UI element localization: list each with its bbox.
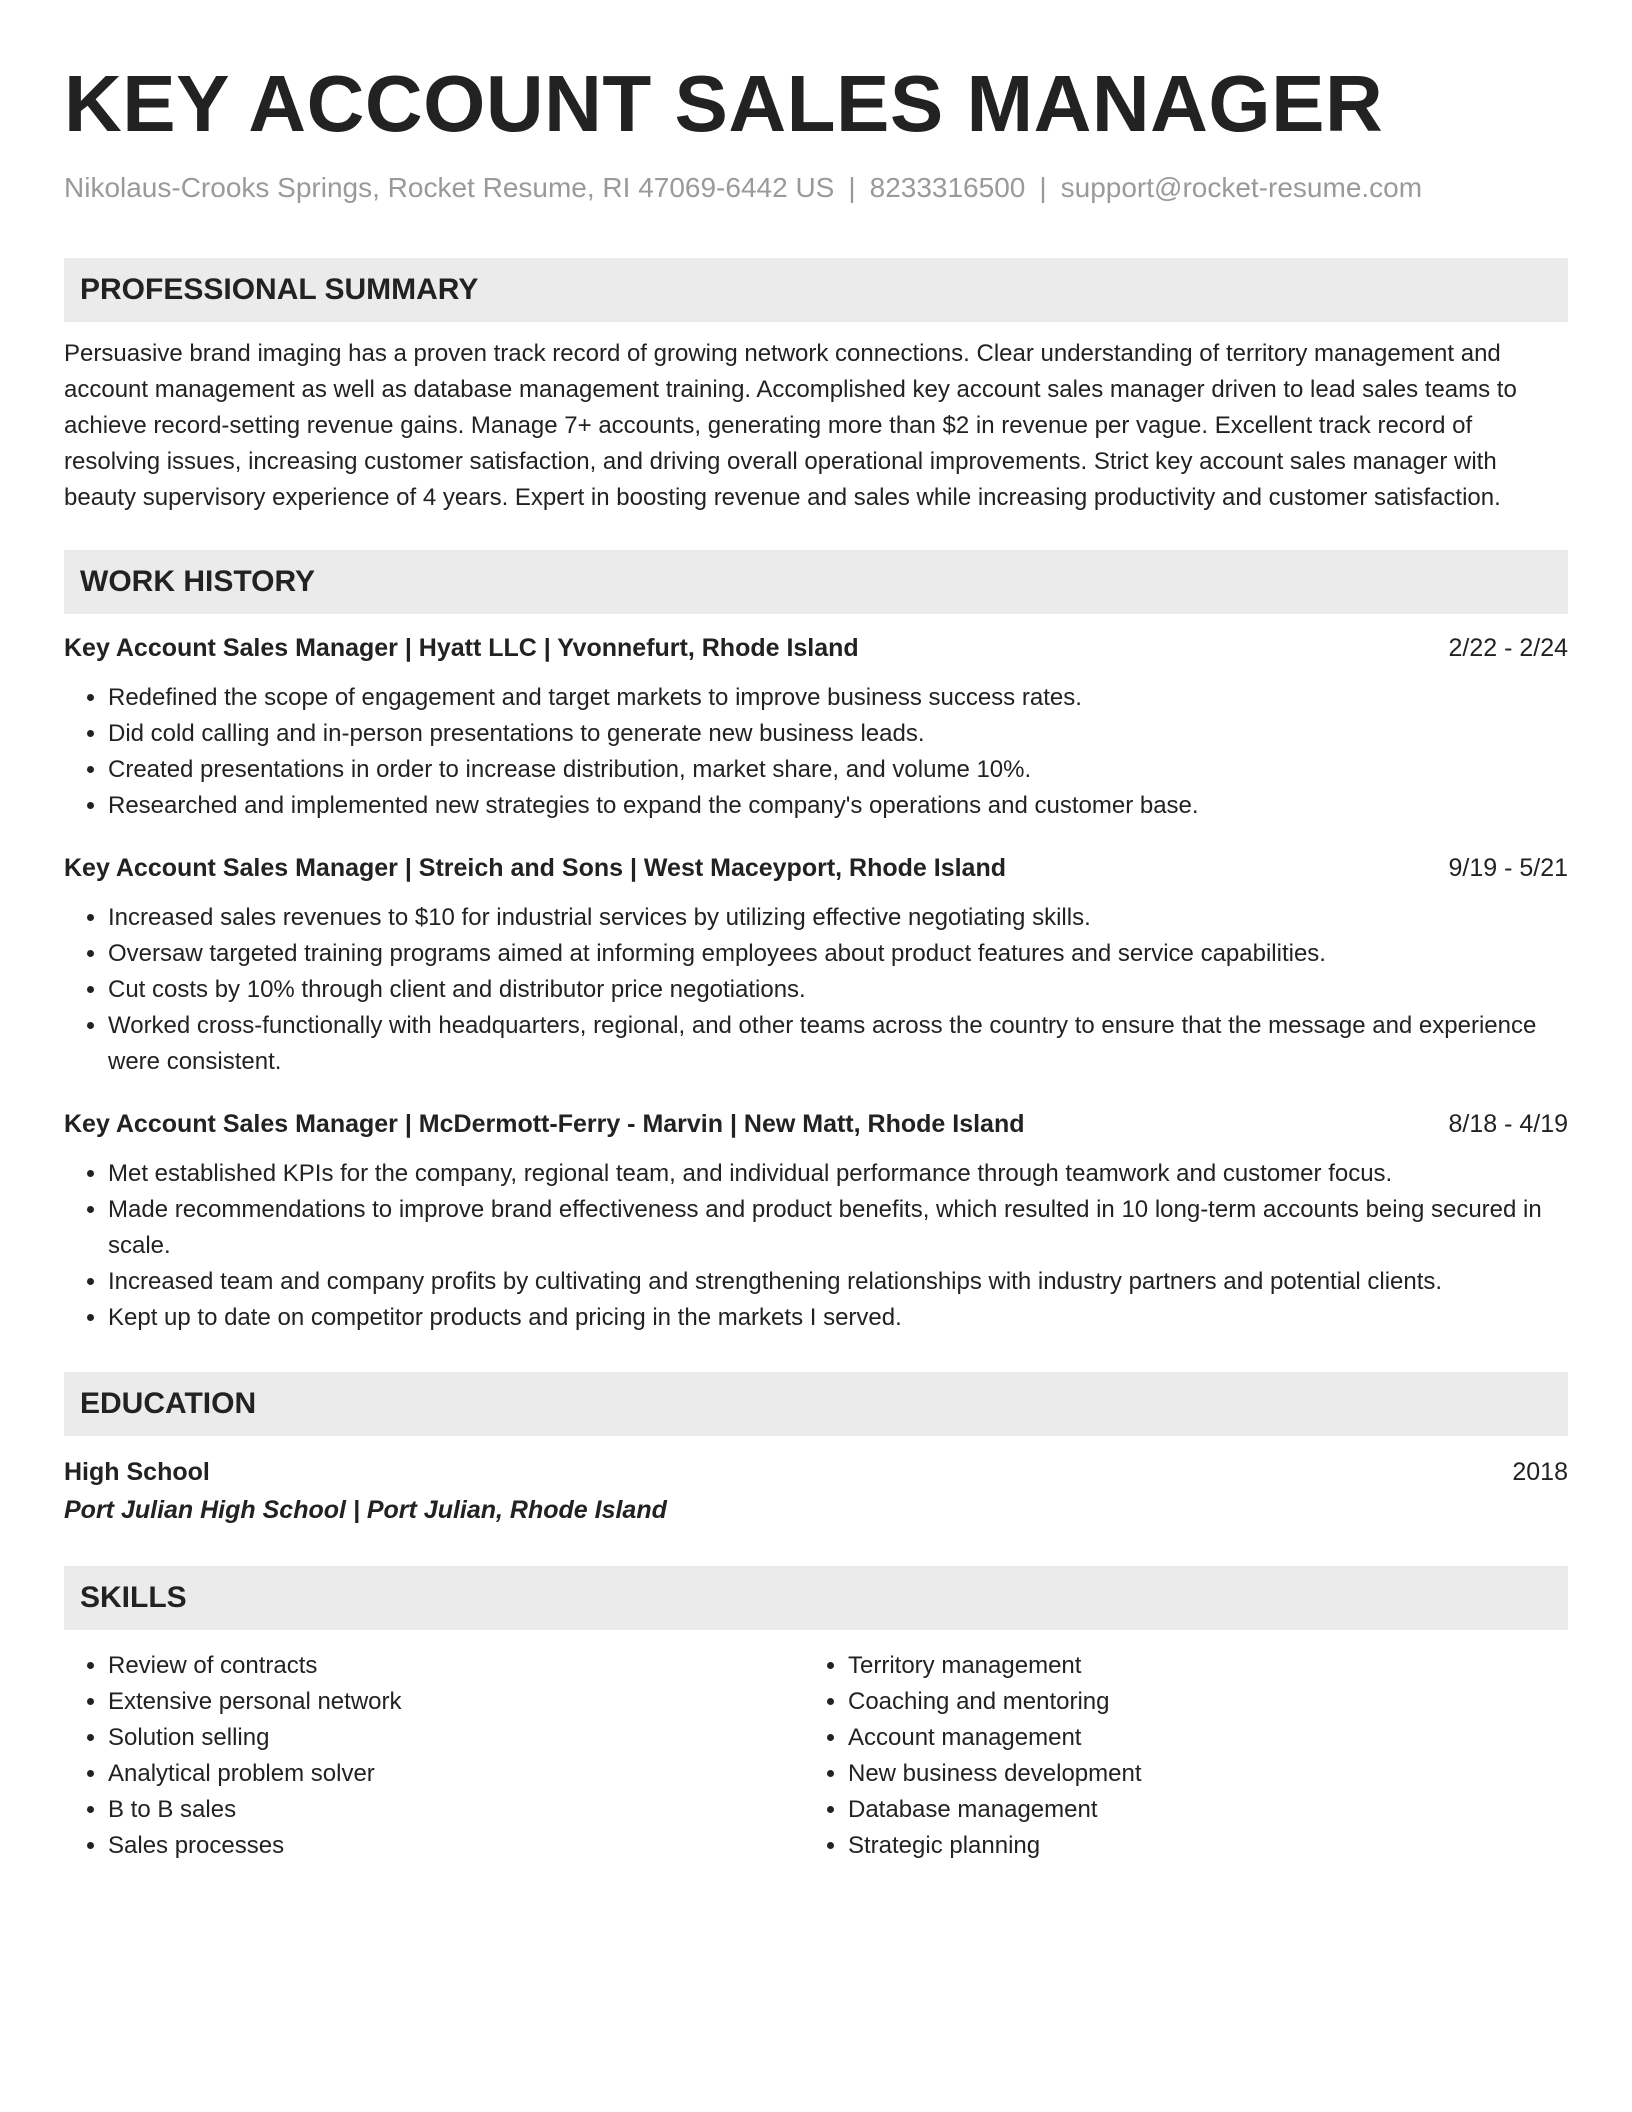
job-title: Key Account Sales Manager | McDermott-Ferry - Marvin | New Matt, Rhode Island (64, 1110, 1025, 1138)
job-bullet: • Increased team and company profits by cultivating and strengthening relationships with industry partners and potential clients. (108, 1264, 1568, 1300)
job-bullet: • Increased sales revenues to $10 for industrial services by utilizing effective negotiating skills. (108, 900, 1568, 936)
education-year: 2018 (1512, 1458, 1568, 1486)
job-title: Key Account Sales Manager | Streich and Sons | West Maceyport, Rhode Island (64, 854, 1007, 882)
job-bullet: • Redefined the scope of engagement and target markets to improve business success rates. (108, 680, 1568, 716)
job-entry (64, 630, 1568, 824)
education-header (64, 1454, 1568, 1490)
job-dates: 2/22 - 2/24 (1448, 634, 1568, 662)
skill-item: • Database management (848, 1792, 1544, 1828)
skill-item: • Extensive personal network (108, 1684, 804, 1720)
contact-separator: | (848, 172, 856, 203)
contact-phone: 8233316500 (869, 172, 1026, 203)
job-header (64, 1106, 1568, 1142)
job-header (64, 630, 1568, 666)
contact-email: support@rocket-resume.com (1060, 172, 1423, 203)
job-bullet: • Cut costs by 10% through client and distributor price negotiations. (108, 972, 1568, 1008)
job-header (64, 850, 1568, 886)
education-degree: High School (64, 1458, 210, 1486)
skill-item: • Coaching and mentoring (848, 1684, 1544, 1720)
job-bullet: • Created presentations in order to increase distribution, market share, and volume 10%. (108, 752, 1568, 788)
skill-item: • New business development (848, 1756, 1544, 1792)
job-bullets (64, 900, 1568, 1080)
skill-item: • Strategic planning (848, 1828, 1544, 1864)
section-header-work-history: WORK HISTORY (64, 550, 1568, 614)
contact-separator: | (1039, 172, 1047, 203)
section-header-summary: PROFESSIONAL SUMMARY (64, 258, 1568, 322)
job-bullets (64, 1156, 1568, 1336)
contact-line (64, 170, 1568, 206)
skill-item: • Review of contracts (108, 1648, 804, 1684)
skill-item: • Analytical problem solver (108, 1756, 804, 1792)
job-bullet: • Oversaw targeted training programs aimed at informing employees about product features and service capabilities. (108, 936, 1568, 972)
job-dates: 9/19 - 5/21 (1448, 854, 1568, 882)
education-school: Port Julian High School | Port Julian, Rhode Island (64, 1496, 667, 1524)
section-header-education: EDUCATION (64, 1372, 1568, 1436)
job-title: Key Account Sales Manager | Hyatt LLC | Yvonnefurt, Rhode Island (64, 634, 859, 662)
skills-column-left (64, 1648, 804, 1864)
job-bullet: • Did cold calling and in-person presentations to generate new business leads. (108, 716, 1568, 752)
job-bullet: • Kept up to date on competitor products and pricing in the markets I served. (108, 1300, 1568, 1336)
summary-text: Persuasive brand imaging has a proven track record of growing network connections. Clear understanding of territory management and account management as well as database management training. Accomplished key account sales manager driven to lead sales teams to achieve record-setting revenue gains. Manage 7+ accounts, generating more than $2 in revenue per vague. Excellent track record of resolving issues, increasing customer satisfaction, and driving overall operational improvements. Strict key account sales manager with beauty supervisory experience of 4 years. Expert in boosting revenue and sales while increasing productivity and customer satisfaction. (64, 340, 1517, 511)
job-bullets (64, 680, 1568, 824)
contact-address: Nikolaus-Crooks Springs, Rocket Resume, RI 47069-6442 US (64, 172, 835, 203)
education-entry (64, 1454, 1568, 1530)
job-bullet: • Made recommendations to improve brand effectiveness and product benefits, which resulted in 10 long-term accounts being secured in scale. (108, 1192, 1568, 1264)
job-bullet: • Met established KPIs for the company, regional team, and individual performance through teamwork and customer focus. (108, 1156, 1568, 1192)
job-entry (64, 1106, 1568, 1336)
skills-list (64, 1648, 1568, 1864)
section-header-skills: SKILLS (64, 1566, 1568, 1630)
resume-name: KEY ACCOUNT SALES MANAGER (64, 59, 1384, 148)
skill-item: • Territory management (848, 1648, 1544, 1684)
skill-item: • Solution selling (108, 1720, 804, 1756)
job-entry (64, 850, 1568, 1080)
job-dates: 8/18 - 4/19 (1448, 1110, 1568, 1138)
job-bullet: • Worked cross-functionally with headquarters, regional, and other teams across the country to ensure that the message and experience were consistent. (108, 1008, 1568, 1080)
job-bullet: • Researched and implemented new strategies to expand the company's operations and customer base. (108, 788, 1568, 824)
skill-item: • Account management (848, 1720, 1544, 1756)
skill-item: • Sales processes (108, 1828, 804, 1864)
skills-column-right (804, 1648, 1544, 1864)
skill-item: • B to B sales (108, 1792, 804, 1828)
